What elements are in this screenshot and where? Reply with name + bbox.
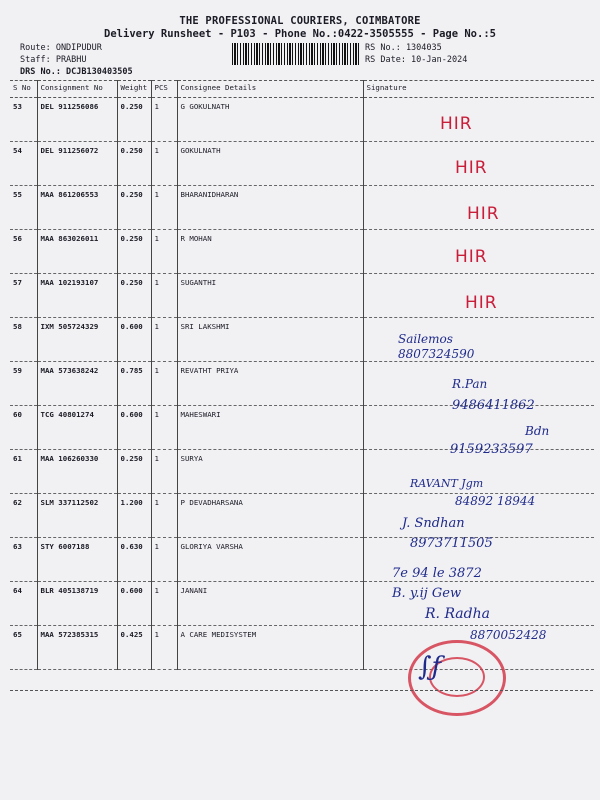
row-weight: 0.630 [117,538,151,582]
row-weight: 0.600 [117,582,151,626]
signature-64-name: R. Radha [425,606,490,622]
row-sno: 65 [10,626,37,670]
row-weight: 0.250 [117,274,151,318]
row-consignee: A CARE MEDISYSTEM [177,626,363,670]
receiver-scribble: ∫ƒ [418,652,442,682]
row-sno: 60 [10,406,37,450]
signature-56: HIR [455,247,488,267]
row-consignee: P DEVADHARSANA [177,494,363,538]
table-row [10,582,594,626]
signature-62-name: J. Sndhan [402,516,465,531]
signature-62-phone: 8973711505 [410,536,493,551]
footer-divider [10,690,593,691]
row-consignment: MAA 573638242 [37,362,117,406]
drs-number: DRS No.: DCJB130403505 [20,67,133,77]
row-pcs: 1 [151,450,177,494]
row-weight: 0.250 [117,230,151,274]
row-weight: 0.250 [117,450,151,494]
row-pcs: 1 [151,274,177,318]
col-consignee: Consignee Details [177,81,363,98]
row-consignment: STY 6007188 [37,538,117,582]
signature-64-phone: 8870052428 [470,628,547,642]
row-pcs: 1 [151,186,177,230]
row-sno: 59 [10,362,37,406]
row-weight: 0.785 [117,362,151,406]
row-weight: 0.250 [117,98,151,142]
row-sno: 53 [10,98,37,142]
runsheet-subtitle: Delivery Runsheet - P103 - Phone No.:0422-3505555 - Page No.:5 [104,28,496,40]
row-pcs: 1 [151,142,177,186]
signature-63-line2: B. y.ij Gew [392,586,462,601]
row-consignment: MAA 102193107 [37,274,117,318]
row-pcs: 1 [151,538,177,582]
signature-61-name: RAVANT Jgm [410,477,484,490]
row-sno: 62 [10,494,37,538]
signature-60-name: Bdn [525,424,550,438]
table-row [10,186,594,230]
row-sno: 57 [10,274,37,318]
row-weight: 0.250 [117,186,151,230]
row-consignment: MAA 863026011 [37,230,117,274]
row-consignee: REVATHT PRIYA [177,362,363,406]
row-consignee: GLORIYA VARSHA [177,538,363,582]
signature-59-name: R.Pan [452,377,488,391]
row-sno: 54 [10,142,37,186]
rs-number: RS No.: 1304035 [365,43,442,53]
row-sno: 56 [10,230,37,274]
table-row [10,274,594,318]
row-sno: 55 [10,186,37,230]
row-weight: 0.250 [117,142,151,186]
signature-55: HIR [467,204,500,224]
delivery-table [10,80,594,670]
signature-53: HIR [440,114,473,134]
barcode [232,43,360,65]
signature-58-name: Sailemos [398,332,453,346]
col-signature: Signature [363,81,594,98]
col-pcs: PCS [151,81,177,98]
row-pcs: 1 [151,98,177,142]
row-consignment: TCG 40801274 [37,406,117,450]
row-pcs: 1 [151,582,177,626]
signature-59-phone: 9486411862 [452,398,535,413]
signature-54: HIR [455,158,488,178]
table-row [10,98,594,142]
row-signature-cell [363,98,594,142]
row-weight: 1.200 [117,494,151,538]
col-consignment: Consignment No [37,81,117,98]
table-row [10,142,594,186]
row-consignment: MAA 106260330 [37,450,117,494]
table-row [10,538,594,582]
row-sno: 58 [10,318,37,362]
staff-label: Staff: PRABHU [20,55,87,65]
row-pcs: 1 [151,318,177,362]
row-consignee: R MOHAN [177,230,363,274]
row-pcs: 1 [151,494,177,538]
signature-61-phone: 84892 18944 [455,494,536,508]
signature-58-phone: 8807324590 [398,347,475,361]
row-consignee: JANANI [177,582,363,626]
row-consignee: BHARANIDHARAN [177,186,363,230]
row-consignment: SLM 337112502 [37,494,117,538]
row-consignment: DEL 911256086 [37,98,117,142]
row-sno: 63 [10,538,37,582]
row-consignee: SURYA [177,450,363,494]
table-row [10,318,594,362]
row-consignment: MAA 572385315 [37,626,117,670]
row-pcs: 1 [151,406,177,450]
col-sno: S No [10,81,37,98]
row-weight: 0.600 [117,318,151,362]
row-consignee: GOKULNATH [177,142,363,186]
row-consignee: SUGANTHI [177,274,363,318]
signature-57: HIR [465,293,498,313]
signature-63-line1: 7e 94 le 3872 [392,566,482,581]
row-sno: 64 [10,582,37,626]
table-header-row [10,81,594,98]
row-consignee: SRI LAKSHMI [177,318,363,362]
row-pcs: 1 [151,230,177,274]
row-consignment: DEL 911256072 [37,142,117,186]
row-consignment: BLR 405138719 [37,582,117,626]
row-pcs: 1 [151,626,177,670]
company-title: THE PROFESSIONAL COURIERS, COIMBATORE [179,15,421,27]
col-weight: Weight [117,81,151,98]
row-consignee: MAHESWARI [177,406,363,450]
row-consignee: G GOKULNATH [177,98,363,142]
row-consignment: MAA 861206553 [37,186,117,230]
row-weight: 0.600 [117,406,151,450]
row-consignment: IXM 505724329 [37,318,117,362]
route-label: Route: ONDIPUDUR [20,43,102,53]
row-weight: 0.425 [117,626,151,670]
rs-date: RS Date: 10-Jan-2024 [365,55,468,65]
row-sno: 61 [10,450,37,494]
signature-60-phone: 9159233597 [450,442,533,457]
row-pcs: 1 [151,362,177,406]
table-row [10,230,594,274]
